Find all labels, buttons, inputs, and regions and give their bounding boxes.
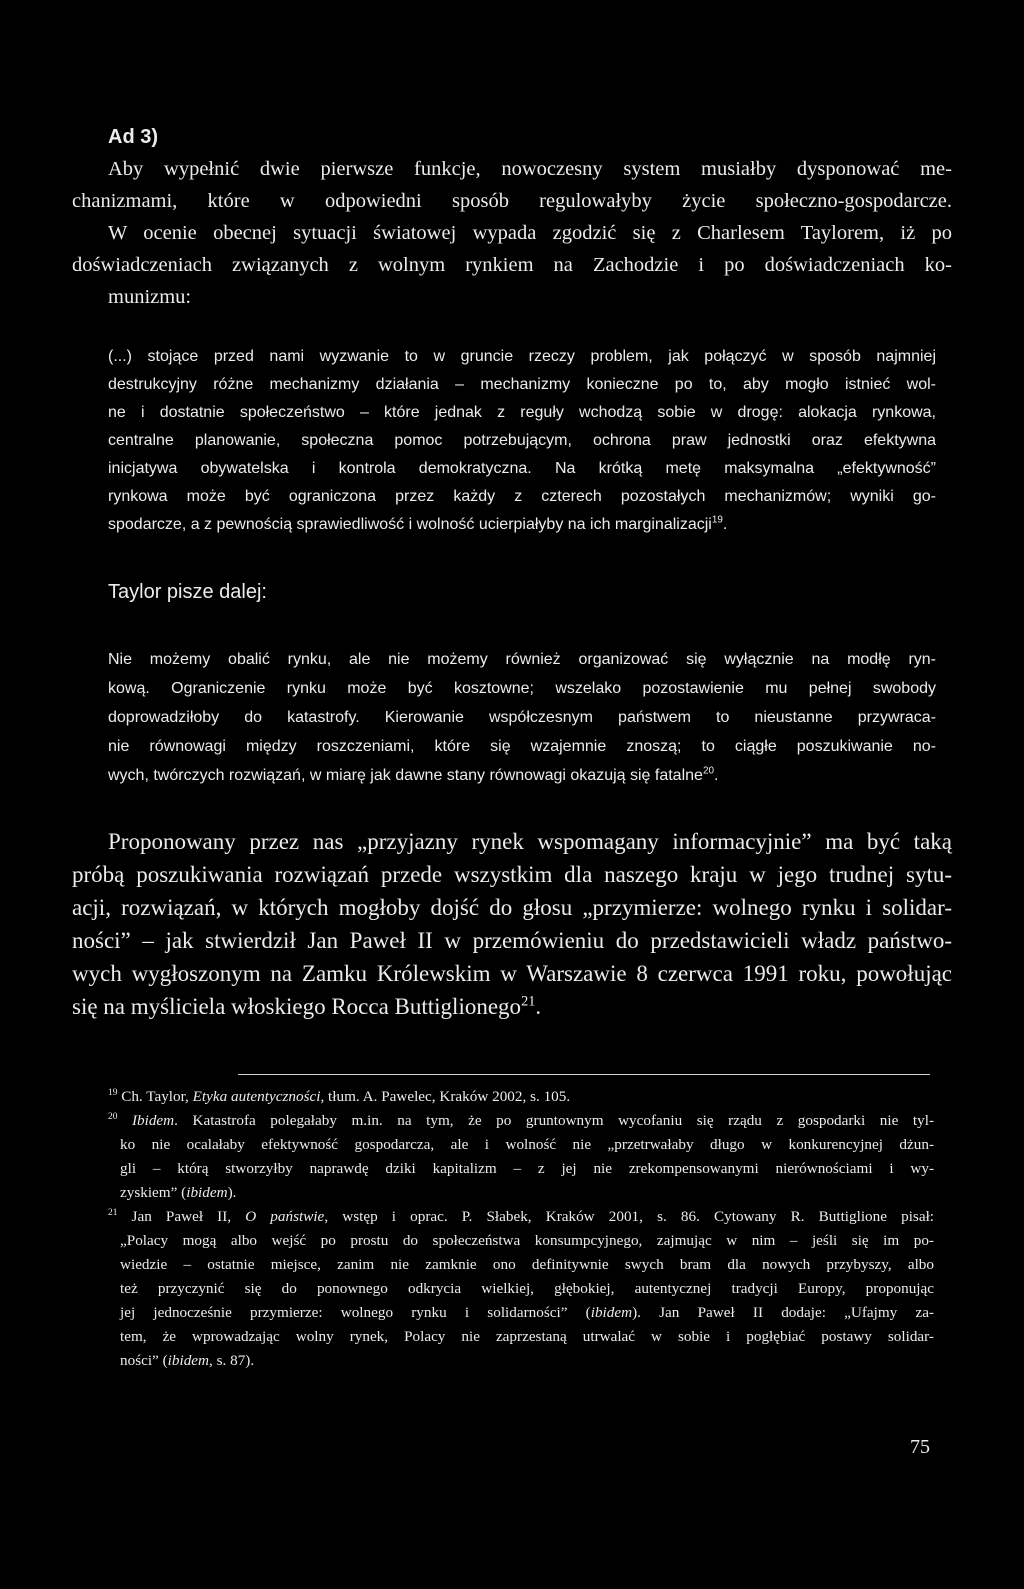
footnote-text: . Katastrofa polegałaby m.in. na tym, że po gruntownym wycofaniu się rządu z gospodarki nie tyl- bbox=[174, 1112, 934, 1129]
block-quote-line: Nie możemy obalić rynku, ale nie możemy również organizować się wyłącznie na modłę ryn- bbox=[108, 651, 936, 668]
paragraph-line: acji, rozwiązań, w których mogłoby dojść do głosu „przymierze: wolnego rynku i solidar- bbox=[72, 895, 952, 920]
footnote-line: „Polacy mogą albo wejść po prostu do społeczeństwa konsumpcyjnego, zajmując w nim – jeśli się im po- bbox=[120, 1232, 934, 1249]
footnote-text: ). Jan Paweł II dodaje: „Ufajmy za- bbox=[632, 1304, 934, 1321]
block-quote-line: inicjatywa obywatelska i kontrola demokratyczna. Na krótką metę maksymalna „efektywność” bbox=[108, 460, 936, 477]
footnote-ref-21[interactable]: 21 bbox=[521, 993, 536, 1010]
block-quote-line: kową. Ograniczenie rynku może być kosztowne; wszelako pozostawienie mu pełnej swobody bbox=[108, 680, 936, 697]
footnote-line: ko nie ocalałaby efektywność gospodarcza, ale i wolność nie „przetrwałaby długo w konkurencyjnej dżun- bbox=[120, 1136, 934, 1153]
block-quote-line: (...) stojące przed nami wyzwanie to w gruncie rzeczy problem, jak połączyć w sposób najmniej bbox=[108, 348, 936, 365]
paragraph-line: się na myśliciela włoskiego Rocca Buttiglionego$^{21}$. bbox=[72, 993, 542, 1019]
footnote-20 bbox=[108, 1112, 934, 1130]
paragraph-line: Aby wypełnić dwie pierwsze funkcje, nowoczesny system musiałby dysponować me- bbox=[108, 158, 952, 180]
paragraph-text: się na myśliciela włoskiego Rocca Buttiglionego bbox=[72, 994, 522, 1019]
block-quote-line: spodarcze, a z pewnością sprawiedliwość i wolność ucierpiałyby na ich marginalizacji$^{19}$. bbox=[108, 514, 728, 533]
block-quote-line: ne i dostatnie społeczeństwo – które jednak z reguły wchodzą sobie w drogę: alokacja rynkowa, bbox=[108, 404, 936, 421]
block-quote-text: wych, twórczych rozwiązań, w miarę jak dawne stany równowagi okazują się fatalne bbox=[108, 767, 703, 784]
footnote-ref-20[interactable]: 20 bbox=[702, 765, 714, 777]
footnote-line bbox=[120, 1304, 934, 1322]
footnote-text: , tłum. A. Pawelec, Kraków 2002, s. 105. bbox=[320, 1088, 571, 1105]
footnote-title: Ibidem bbox=[131, 1112, 175, 1129]
block-quote-line: destrukcyjny różne mechanizmy działania – mechanizmy konieczne po to, aby mogło istnieć wol- bbox=[108, 376, 936, 393]
footnote-title: ibidem bbox=[186, 1184, 228, 1201]
footnote-text: jej jednocześnie przymierze: wolnego rynku i solidarności” ( bbox=[120, 1304, 591, 1321]
paragraph-line: Proponowany przez nas „przyjazny rynek wspomagany informacyjnie” ma być taką bbox=[108, 829, 952, 854]
block-quote-line: rynkowa może być ograniczona przez każdy z czterech pozostałych mechanizmów; wyniki go- bbox=[108, 488, 936, 505]
footnote-line bbox=[120, 1184, 236, 1202]
footnote-ref-19[interactable]: 19 bbox=[711, 514, 723, 526]
footnote-title: Etyka autentyczności bbox=[192, 1088, 321, 1105]
block-quote-text: spodarcze, a z pewnością sprawiedliwość i wolność ucierpiałyby na ich marginalizacji bbox=[108, 516, 712, 533]
footnote-text: zyskiem” ( bbox=[120, 1184, 187, 1201]
footnote-text: Ch. Taylor, bbox=[121, 1088, 193, 1105]
footnote-text: ). bbox=[227, 1184, 237, 1201]
block-quote-line: wych, twórczych rozwiązań, w miarę jak dawne stany równowagi okazują się fatalne$^{20}$. bbox=[108, 765, 719, 784]
footnote-title: ibidem bbox=[167, 1352, 209, 1369]
block-quote-line: doprowadziłoby do katastrofy. Kierowanie współczesnym państwem to nieustanne przywraca- bbox=[108, 709, 936, 726]
paragraph-line: próbą poszukiwania rozwiązań przede wszystkim dla naszego kraju w jego trudnej sytu- bbox=[72, 862, 952, 887]
paragraph-line: W ocenie obecnej sytuacji światowej wypada zgodzić się z Charlesem Taylorem, iż po bbox=[108, 222, 952, 244]
block-quote-line: centralne planowanie, społeczna pomoc potrzebującym, ochrona praw jednostki oraz efektywna bbox=[108, 432, 936, 449]
footnote-number: 20 bbox=[108, 1111, 118, 1122]
footnote-title: ibidem bbox=[590, 1304, 633, 1321]
block-quote-line: nie równowagi między roszczeniami, które się wzajemnie znoszą; to ciągłe poszukiwanie no- bbox=[108, 738, 936, 755]
footnote-line bbox=[120, 1352, 254, 1370]
paragraph-line: ności” – jak stwierdził Jan Paweł II w przemówieniu do przedstawicieli władz państwo- bbox=[72, 928, 952, 953]
footnote-19 bbox=[108, 1088, 570, 1106]
footnote-number: 19 bbox=[108, 1087, 118, 1098]
footnote-line: tem, że wprowadzając wolny rynek, Polacy nie zaprzestaną utrwalać w sobie i pogłębiać postawy solidar- bbox=[120, 1328, 934, 1345]
footnote-separator bbox=[238, 1074, 930, 1075]
paragraph-line: wych wygłoszonym na Zamku Królewskim w Warszawie 8 czerwca 1991 roku, powołując bbox=[72, 961, 952, 986]
intro-line: Taylor pisze dalej: bbox=[108, 581, 267, 603]
footnote-text: Jan Paweł II, bbox=[131, 1208, 246, 1225]
footnote-21 bbox=[108, 1208, 934, 1226]
footnote-line: gli – którą stworzyłby naprawdę dziki kapitalizm – z jej nie zrekompensowanymi nierównościami i wy- bbox=[120, 1160, 934, 1177]
section-heading: Ad 3) bbox=[108, 126, 158, 148]
footnote-line: też przyczynić się do ponownego odkrycia wielkiej, głębokiej, autentycznej tradycji Europy, proponując bbox=[120, 1280, 934, 1297]
footnote-line: wiedzie – ostatnie miejsce, zanim nie zamknie ono definitywnie swych bram dla nowych przybyszy, albo bbox=[120, 1256, 934, 1273]
paragraph-line: munizmu: bbox=[108, 286, 192, 308]
paragraph-line: doświadczeniach związanych z wolnym rynkiem na Zachodzie i po doświadczeniach ko- bbox=[72, 254, 952, 276]
footnote-text: , wstęp i oprac. P. Słabek, Kraków 2001, s. 86. Cytowany R. Buttiglione pisał: bbox=[324, 1208, 935, 1225]
footnote-text: ności” ( bbox=[120, 1352, 168, 1369]
page-number: 75 bbox=[910, 1436, 930, 1458]
paragraph-line: chanizmami, które w odpowiedni sposób regulowałyby życie społeczno-gospodarcze. bbox=[72, 190, 952, 212]
footnote-title: O państwie bbox=[245, 1208, 325, 1225]
footnote-text: , s. 87). bbox=[209, 1352, 255, 1369]
footnote-number: 21 bbox=[108, 1207, 118, 1218]
